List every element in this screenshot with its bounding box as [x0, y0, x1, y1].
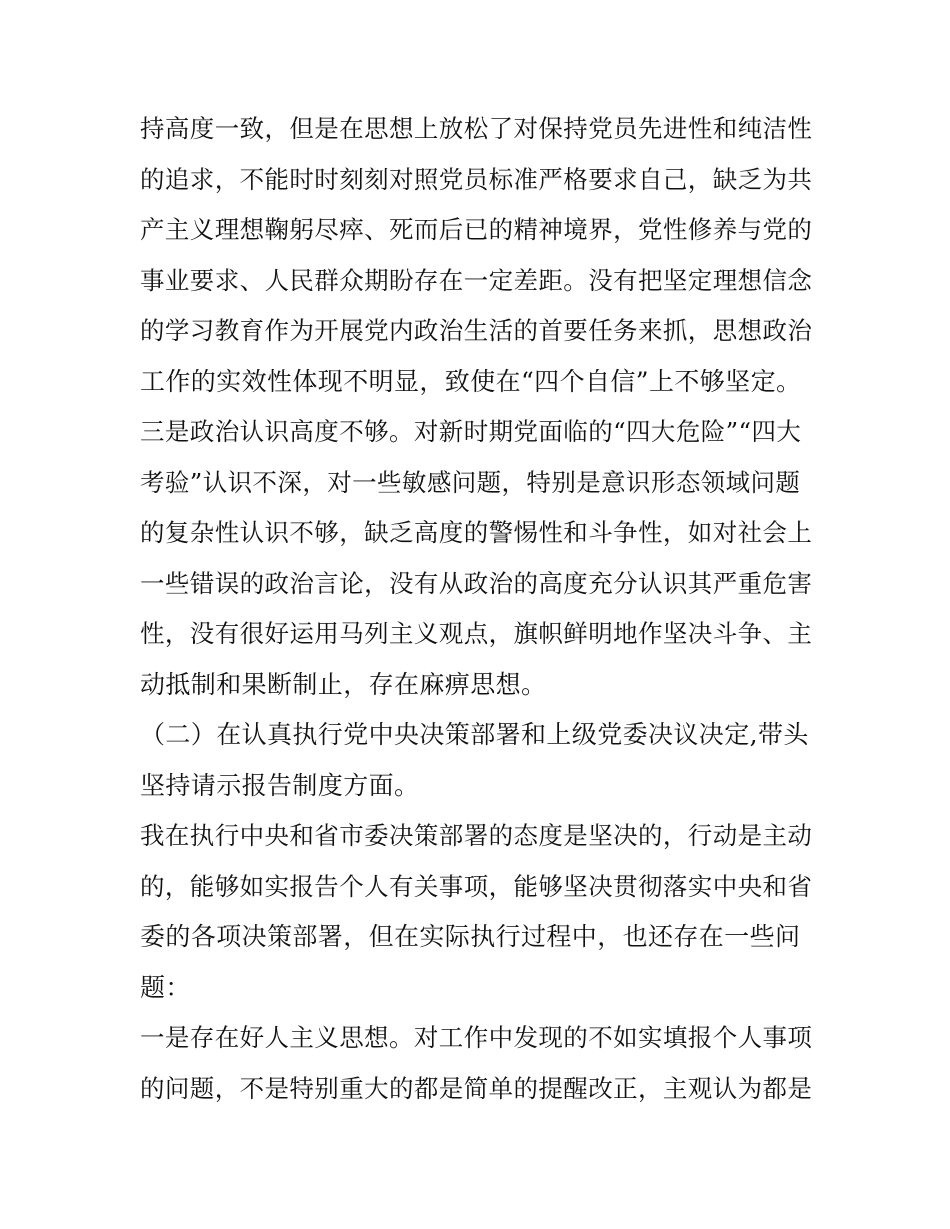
- text-line: 的复杂性认识不够，缺乏高度的警惕性和斗争性，如对社会上: [140, 518, 813, 547]
- text-line: 性，没有很好运用马列主义观点，旗帜鲜明地作坚决斗争、主: [140, 619, 813, 648]
- text-line: 一些错误的政治言论，没有从政治的高度充分认识其严重危害: [140, 569, 813, 598]
- text-line: 事业要求、人民群众期盼存在一定差距。没有把坚定理想信念: [140, 266, 813, 295]
- text-line: 一是存在好人主义思想。对工作中发现的不如实填报个人事项: [140, 1023, 813, 1052]
- text-line: 持高度一致，但是在思想上放松了对保持党员先进性和纯洁性: [140, 114, 813, 143]
- section-heading-line: （二）在认真执行党中央决策部署和上级党委决议决定,带头: [140, 720, 809, 749]
- section-heading-line: 坚持请示报告制度方面。: [140, 771, 420, 800]
- text-line: 动抵制和果断制止，存在麻痹思想。: [140, 670, 547, 699]
- text-line: 产主义理想鞠躬尽瘁、死而后已的精神境界，党性修养与党的: [140, 215, 813, 244]
- text-line: 工作的实效性体现不明显，致使在“四个自信”上不够坚定。: [140, 367, 802, 396]
- text-line: 考验”认识不深，对一些敏感问题，特别是意识形态领域问题: [140, 468, 801, 497]
- text-line: 我在执行中央和省市委决策部署的态度是坚决的，行动是主动: [140, 821, 813, 850]
- text-line: 委的各项决策部署，但在实际执行过程中，也还存在一些问: [140, 922, 801, 951]
- text-line: 三是政治认识高度不够。对新时期党面临的“四大危险”“四大: [140, 417, 802, 446]
- text-line: 的学习教育作为开展党内政治生活的首要任务来抓，思想政治: [140, 316, 813, 345]
- text-line: 的问题，不是特别重大的都是简单的提醒改正，主观认为都是: [140, 1074, 813, 1103]
- text-line: 的追求，不能时时刻刻对照党员标准严格要求自己，缺乏为共: [140, 165, 813, 194]
- text-line: 题：: [140, 973, 191, 1002]
- text-line: 的，能够如实报告个人有关事项，能够坚决贯彻落实中央和省: [140, 872, 813, 901]
